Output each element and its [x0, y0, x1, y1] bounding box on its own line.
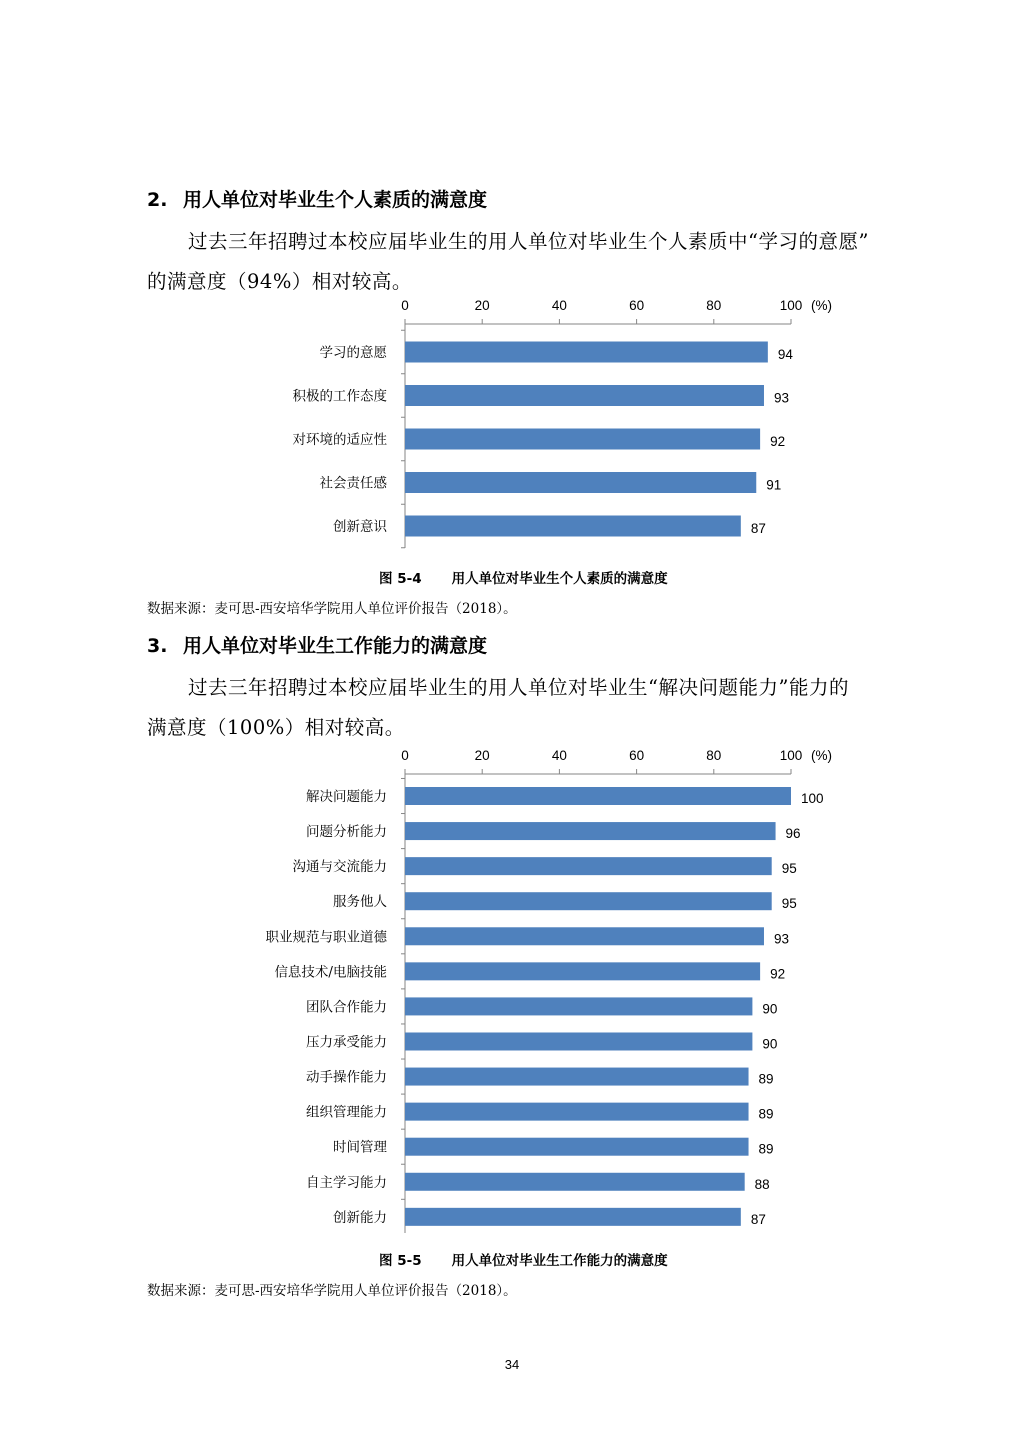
category-label: 服务他人 [333, 894, 387, 911]
bar [405, 472, 756, 493]
x-axis-unit-label: (%) [811, 298, 832, 313]
section-number: 3. [147, 635, 168, 657]
section-title: 用人单位对毕业生个人素质的满意度 [183, 189, 488, 211]
category-label: 学习的意愿 [319, 345, 387, 361]
x-axis-unit-label: (%) [811, 748, 832, 763]
x-tick-label: 20 [474, 298, 490, 313]
data-label: 100 [801, 791, 824, 806]
x-tick-label: 0 [401, 748, 409, 763]
category-label: 沟通与交流能力 [292, 859, 387, 876]
x-tick-label: 60 [629, 748, 645, 763]
x-tick-label: 40 [551, 748, 567, 763]
x-tick-label: 80 [706, 748, 722, 763]
category-label: 职业规范与职业道德 [265, 929, 387, 946]
x-tick-label: 80 [706, 298, 722, 313]
bar [405, 516, 741, 537]
category-label: 创新能力 [333, 1209, 387, 1226]
section-3-heading [147, 631, 487, 658]
section-2-heading [147, 185, 487, 212]
category-label: 对环境的适应性 [292, 432, 387, 448]
bar [405, 892, 772, 910]
bar [405, 429, 760, 450]
bar [405, 787, 791, 805]
section-2-paragraph-line-2: 的满意度（94%）相对较高。 [147, 270, 412, 293]
category-label: 组织管理能力 [306, 1104, 387, 1121]
figure-5-4-source: 数据来源：麦可思-西安培华学院用人单位评价报告（2018）。 [147, 601, 517, 617]
bar [405, 997, 752, 1015]
page-number: 34 [504, 1357, 520, 1372]
bar [405, 1103, 749, 1121]
data-label: 91 [766, 477, 782, 493]
section-3-paragraph-line-1: 过去三年招聘过本校应届毕业生的用人单位对毕业生“解决问题能力”能力的 [188, 676, 849, 699]
figure-title: 用人单位对毕业生个人素质的满意度 [451, 571, 668, 587]
data-label: 88 [754, 1176, 770, 1192]
figure-5-4-caption [379, 567, 668, 587]
x-tick-label: 20 [474, 748, 490, 763]
data-label: 92 [770, 966, 786, 982]
bar [405, 1068, 749, 1086]
bar [405, 1138, 749, 1156]
bar [405, 857, 772, 875]
category-label: 信息技术/电脑技能 [274, 964, 387, 981]
bar [405, 822, 776, 840]
category-label: 社会责任感 [319, 475, 387, 492]
figure-label: 图 5-4 [379, 571, 422, 587]
data-label: 90 [762, 1001, 778, 1017]
x-tick-label: 60 [629, 298, 645, 313]
category-label: 创新意识 [333, 519, 387, 535]
data-label: 87 [750, 1211, 766, 1227]
section-3-paragraph-line-2: 满意度（100%）相对较高。 [147, 716, 405, 739]
data-label: 89 [758, 1071, 774, 1087]
category-label: 解决问题能力 [306, 789, 387, 805]
section-number: 2. [147, 189, 168, 211]
data-label: 92 [770, 434, 786, 449]
x-tick-label: 0 [401, 298, 409, 313]
category-label: 积极的工作态度 [292, 388, 387, 405]
figure-title: 用人单位对毕业生工作能力的满意度 [451, 1253, 668, 1269]
chart-work-ability-satisfaction [200, 746, 860, 1242]
section-title: 用人单位对毕业生工作能力的满意度 [183, 635, 488, 657]
chart-personal-quality-satisfaction [200, 296, 860, 558]
data-label: 89 [758, 1106, 774, 1122]
bar [405, 342, 768, 363]
data-label: 90 [762, 1036, 778, 1052]
data-label: 87 [750, 521, 766, 536]
category-label: 自主学习能力 [306, 1174, 387, 1191]
data-label: 96 [785, 826, 801, 842]
x-tick-label: 40 [551, 298, 567, 313]
section-2-paragraph-line-1: 过去三年招聘过本校应届毕业生的用人单位对毕业生个人素质中“学习的意愿” [188, 230, 869, 253]
category-label: 问题分析能力 [306, 824, 387, 841]
category-label: 时间管理 [333, 1139, 387, 1156]
category-label: 压力承受能力 [306, 1034, 387, 1051]
data-label: 93 [773, 390, 790, 406]
data-label: 94 [777, 347, 793, 362]
bar [405, 927, 764, 945]
bar [405, 1173, 745, 1191]
category-label: 动手操作能力 [306, 1069, 387, 1086]
figure-5-5-caption [379, 1249, 668, 1269]
category-label: 团队合作能力 [306, 999, 387, 1016]
data-label: 95 [781, 896, 797, 912]
bar [405, 962, 760, 980]
data-label: 93 [773, 931, 790, 947]
x-tick-label: 100 [779, 298, 803, 313]
figure-5-5-source: 数据来源：麦可思-西安培华学院用人单位评价报告（2018）。 [147, 1283, 517, 1299]
data-label: 89 [758, 1141, 774, 1157]
data-label: 95 [781, 861, 797, 877]
bar [405, 1208, 741, 1226]
figure-label: 图 5-5 [379, 1253, 422, 1269]
bar [405, 1032, 752, 1050]
x-tick-label: 100 [779, 748, 803, 763]
bar [405, 385, 764, 406]
